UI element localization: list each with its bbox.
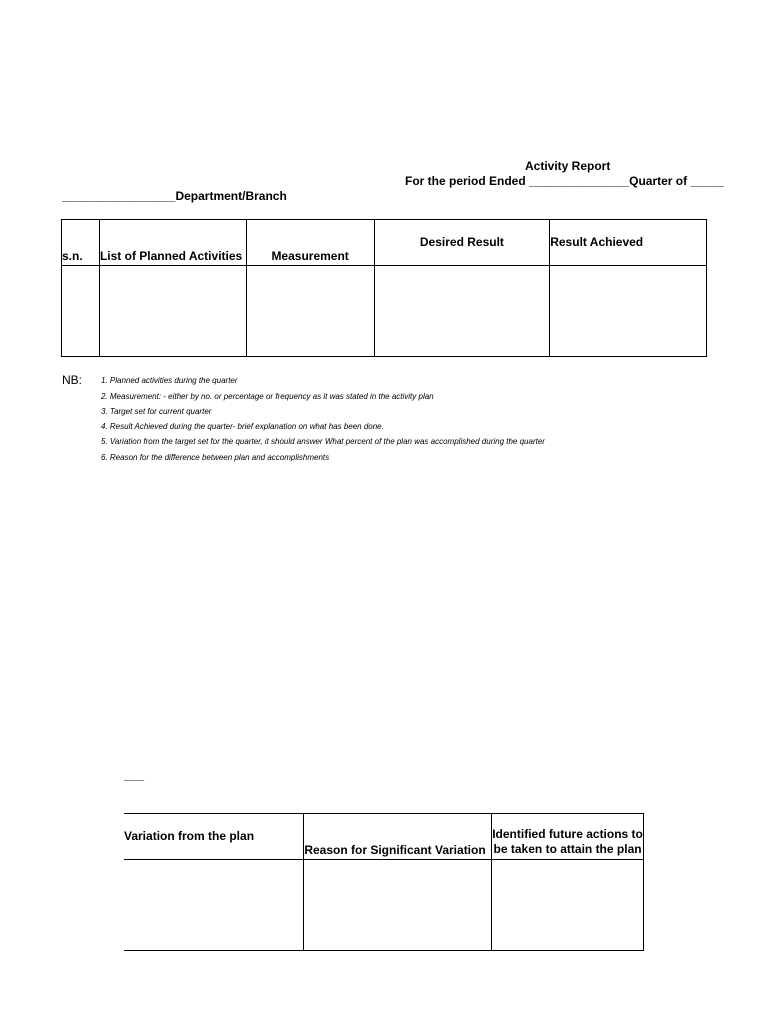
table-cell [124, 860, 304, 951]
table-header-row [124, 814, 644, 860]
column-header-planned-activities: List of Planned Activities [99, 220, 246, 266]
table-cell [99, 266, 246, 357]
report-title: Activity Report [525, 159, 611, 173]
table-cell [492, 860, 644, 951]
planned-activities-table [61, 219, 707, 357]
table-cell [304, 860, 492, 951]
table-row [124, 860, 644, 951]
note-item: 6. Reason for the difference between plan and accomplishments [101, 453, 330, 462]
column-header-desired-result: Desired Result [374, 220, 550, 266]
table-cell [550, 266, 707, 357]
table-header-row [62, 220, 707, 266]
table-cell [246, 266, 374, 357]
nb-label: NB: [62, 373, 83, 387]
note-item: 3. Target set for current quarter [101, 407, 212, 416]
table-cell [62, 266, 100, 357]
note-item: 5. Variation from the target set for the quarter, it should answer What percent of the plan was accomplished during the quarter [101, 437, 545, 446]
column-header-measurement: Measurement [246, 220, 374, 266]
separator-line: ___ [124, 768, 145, 782]
note-item: 1. Planned activities during the quarter [101, 376, 238, 385]
department-line: _________________Department/Branch [62, 189, 287, 203]
table-row [62, 266, 707, 357]
column-header-sn: s.n. [62, 220, 100, 266]
column-header-result-achieved: Result Achieved [550, 220, 707, 266]
column-header-reason: Reason for Significant Variation [304, 814, 492, 860]
column-header-future-actions: Identified future actions to be taken to attain the plan [492, 814, 644, 860]
note-item: 2. Measurement: - either by no. or percentage or frequency as it was stated in the activity plan [101, 392, 434, 401]
table-cell [374, 266, 550, 357]
column-header-variation: Variation from the plan [124, 814, 304, 860]
period-line: For the period Ended _______________Quarter of _____ [405, 174, 724, 188]
variation-table [124, 813, 644, 951]
note-item: 4. Result Achieved during the quarter- brief explanation on what has been done. [101, 422, 384, 431]
